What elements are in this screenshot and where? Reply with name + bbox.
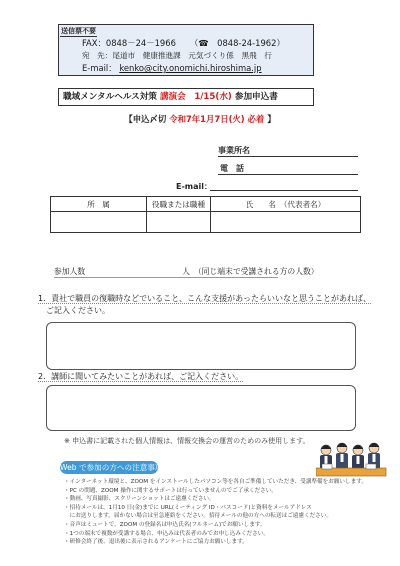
- name-cell[interactable]: [211, 212, 361, 233]
- deadline-line: [0, 113, 400, 125]
- web-notice-list: [64, 478, 367, 547]
- header-name: 氏 名 （代表者名）: [211, 197, 361, 212]
- header-position: 役職または職種: [147, 197, 211, 212]
- business-name-field[interactable]: [218, 156, 358, 157]
- participants-row: [54, 266, 319, 277]
- participants-unit: 人 （同じ端末で受講される方の人数）: [182, 267, 319, 276]
- email-line: [82, 62, 262, 74]
- participants-label: 参加人数: [54, 267, 86, 276]
- notice-item: ・1つの端末で複数が受講する場合、申込みは代表者のみでお申し込みください。: [64, 530, 269, 537]
- notice-item: ・PC の問題、ZOOM 操作に関するサポートは行っていませんのでご了承ください。: [64, 487, 277, 494]
- phone-number: （☎ 0848-24-1962）: [189, 38, 285, 48]
- notice-item: ・研修会終了後、退出後に表示されるアンケートにご協力お願いします。: [64, 539, 248, 546]
- email-field-label: E-mail：: [176, 182, 213, 191]
- position-cell[interactable]: [147, 212, 211, 233]
- no-cover-sheet-tag: 送信票不要: [61, 27, 96, 35]
- title-prefix: 職域メンタルヘルス対策: [63, 92, 157, 102]
- department-cell[interactable]: [51, 212, 147, 233]
- answer-2-box[interactable]: [46, 385, 356, 431]
- notice-item: ・音声はミュートで、ZOOM の登録名は申込氏名(フルネーム)でお願いします。: [64, 521, 266, 528]
- notice-item: ・動画、写真撮影、スクリーンショットはご遠慮ください。: [64, 496, 215, 503]
- participants-underline: [54, 277, 278, 278]
- question-1-line-2: ご記入ください。: [46, 306, 110, 315]
- web-notice-title: Web で参加の方への注意事項: [60, 463, 163, 472]
- roster-row: [51, 212, 361, 233]
- question-1-line-1: 1．責社で職員の復職時などでいること、こんな支援があったらいいなと思うことがあれば、: [38, 294, 372, 303]
- deadline-date: 令和7年1月7日(火): [169, 114, 245, 124]
- title-date: 講演会 1/15(水): [159, 92, 232, 102]
- notice-item: ・招待メールは、1月10 日(金)までに URL(ミーティング ID・パスコード)と資料をメールアドレス: [64, 504, 312, 511]
- business-name-label: 事業所名: [218, 146, 250, 155]
- deadline-required: 必着: [247, 114, 265, 124]
- phone-label: 電 話: [220, 164, 244, 173]
- email-field[interactable]: [210, 190, 358, 191]
- phone-field[interactable]: [218, 174, 358, 175]
- notice-item: にお送りします。届かない場合は至急連絡をください。招待メールの他の方への転送はご遠慮ください。: [64, 513, 332, 520]
- email-address[interactable]: kenko@city.onomichi.hiroshima.jp: [119, 63, 262, 73]
- notice-item: ・インターネット環境と、ZOOM をインストールしたパソコン等を各自ご準備していただき、受講準備をお願いします。: [64, 479, 367, 485]
- attendees-illustration: [316, 438, 392, 480]
- question-2: 2．講師に聞いてみたいことがあれば、ご記入ください。: [38, 372, 244, 381]
- title-suffix: 参加申込書: [234, 92, 278, 102]
- answer-1-box[interactable]: [46, 322, 356, 370]
- deadline-close: 】: [267, 114, 276, 124]
- form-title: [58, 88, 314, 106]
- fax-number: FAX：0848－24－1966: [82, 38, 176, 48]
- privacy-note: ※ 申込書に記載された個人情報は、情報交換会の運営のためのみ使用します。: [64, 437, 310, 445]
- recipient-line: 宛 先：尾道市 健康推進課 元気づくり係 黒飛 行: [82, 51, 272, 60]
- deadline-open: 【申込〆切: [124, 114, 167, 124]
- fax-number-line: [82, 37, 285, 49]
- header-department: 所 属: [51, 197, 147, 212]
- roster-header-row: [51, 197, 361, 212]
- email-label: E-mail：: [82, 63, 117, 73]
- roster-table: [50, 196, 361, 233]
